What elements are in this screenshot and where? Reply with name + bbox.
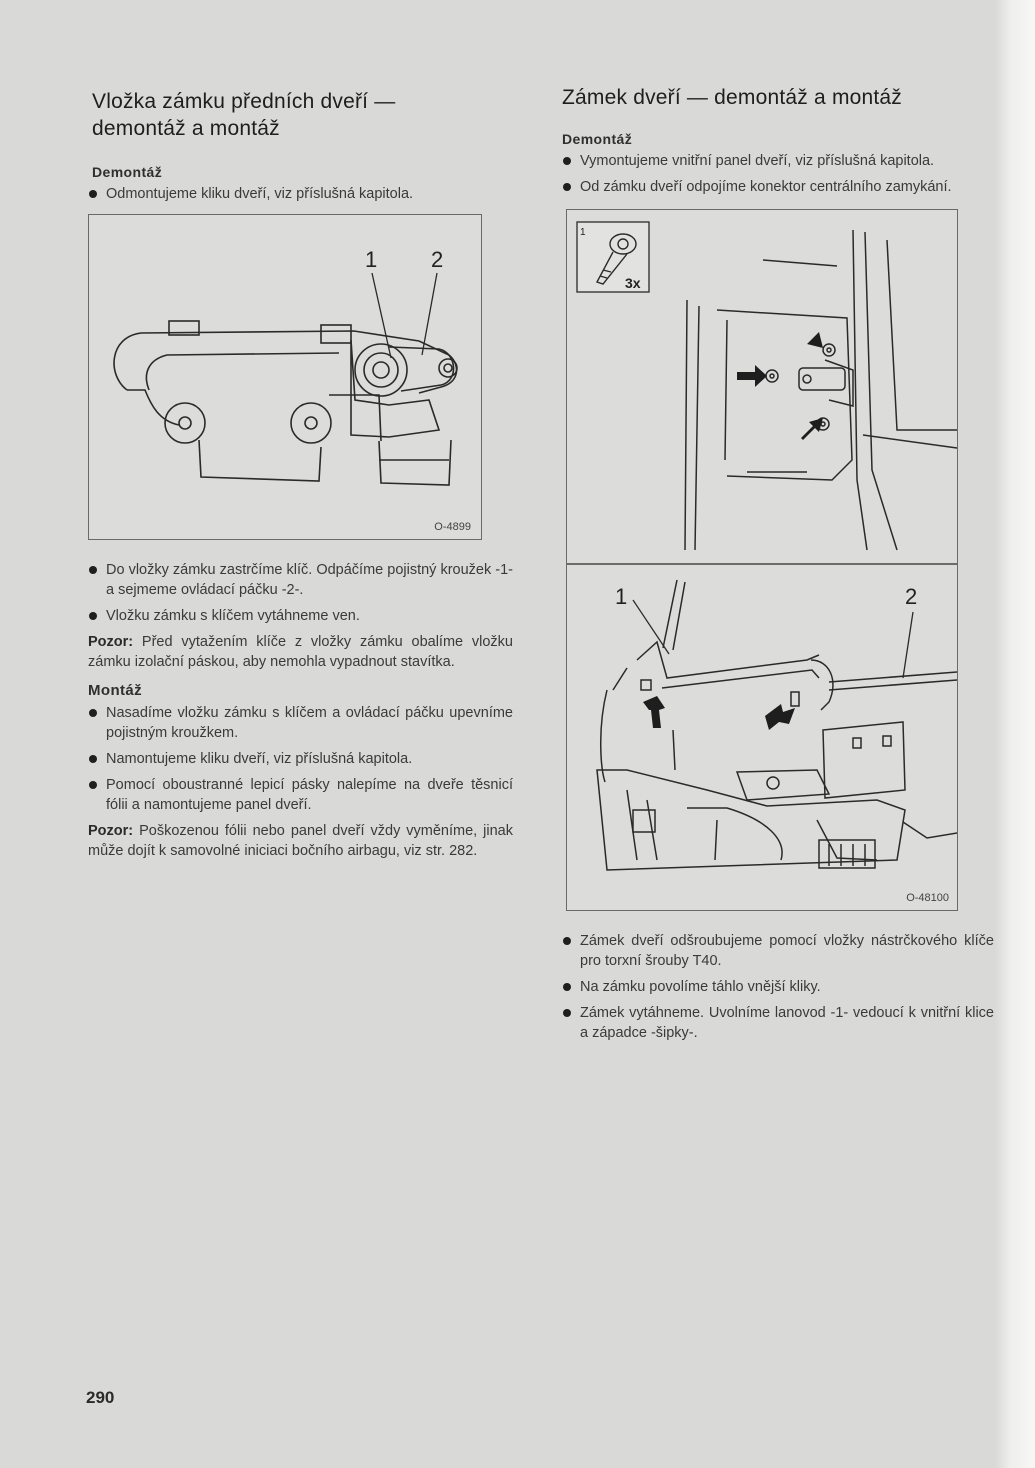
lock-cylinder-figure xyxy=(88,214,482,540)
figure-label-1: 1 xyxy=(365,247,378,272)
left-demontaz-list xyxy=(88,184,513,204)
figure-label-2: 2 xyxy=(431,247,444,272)
inset-number: 1 xyxy=(580,227,586,238)
page-number: 290 xyxy=(86,1388,115,1407)
left-demontaz-heading: Demontáž xyxy=(92,164,163,180)
warning-text: Před vytažením klíče z vložky zámku obalíme vložku zámku izolační páskou, aby nemohla vypadnout stavítka. xyxy=(88,634,513,670)
left-montaz-list xyxy=(88,703,513,815)
figure-label-1: 1 xyxy=(615,584,628,609)
door-lock-drawing xyxy=(567,210,957,910)
list-item: Zámek dveří odšroubujeme pomocí vložky nástrčkového klíče pro torxní šrouby T40. xyxy=(562,931,994,971)
list-item: Na zámku povolíme táhlo vnější kliky. xyxy=(562,977,994,997)
warning-label: Pozor: xyxy=(88,634,134,650)
right-section-title: Zámek dveří — demontáž a montáž xyxy=(562,86,903,109)
right-demontaz-list xyxy=(562,151,994,197)
list-item: Od zámku dveří odpojíme konektor centrálního zamykání. xyxy=(562,177,994,197)
warning-note-1 xyxy=(88,632,513,672)
list-item: Namontujeme kliku dveří, viz příslušná kapitola. xyxy=(88,749,513,769)
left-title-line1: Vložka zámku předních dveří — xyxy=(92,90,396,113)
warning-note-2 xyxy=(88,821,513,861)
warning-text: Poškozenou fólii nebo panel dveří vždy vyměníme, jinak může dojít k samovolné iniciaci bočního airbagu, viz str. 282. xyxy=(88,823,513,859)
left-montaz-heading: Montáž xyxy=(88,682,143,699)
lock-cylinder-drawing xyxy=(89,215,481,539)
screw-count: 3x xyxy=(625,275,641,291)
list-item: Nasadíme vložku zámku s klíčem a ovládací páčku upevníme pojistným kroužkem. xyxy=(88,703,513,743)
figure-code: O-4899 xyxy=(434,521,471,533)
left-title-line2: demontáž a montáž xyxy=(92,117,280,140)
list-item: Vymontujeme vnitřní panel dveří, viz příslušná kapitola. xyxy=(562,151,994,171)
list-item: Pomocí oboustranné lepicí pásky nalepíme na dveře těsnicí fólii a namontujeme panel dveří. xyxy=(88,775,513,815)
left-column xyxy=(88,88,513,869)
figure-label-2: 2 xyxy=(905,584,918,609)
right-steps-list xyxy=(562,931,994,1043)
warning-label: Pozor: xyxy=(88,823,134,839)
list-item: Zámek vytáhneme. Uvolníme lanovod -1- vedoucí k vnitřní klice a západce -šipky-. xyxy=(562,1003,994,1043)
right-column xyxy=(562,84,994,1049)
door-lock-figure xyxy=(566,209,958,911)
right-demontaz-heading: Demontáž xyxy=(562,131,633,147)
list-item: Do vložky zámku zastrčíme klíč. Odpáčíme pojistný kroužek -1- a sejmeme ovládací páčku -2-. xyxy=(88,560,513,600)
figure-code: O-48100 xyxy=(906,892,949,904)
list-item: Odmontujeme kliku dveří, viz příslušná kapitola. xyxy=(88,184,513,204)
left-steps-list xyxy=(88,560,513,626)
list-item: Vložku zámku s klíčem vytáhneme ven. xyxy=(88,606,513,626)
page-edge xyxy=(995,0,1035,1468)
left-section-title xyxy=(92,88,513,142)
